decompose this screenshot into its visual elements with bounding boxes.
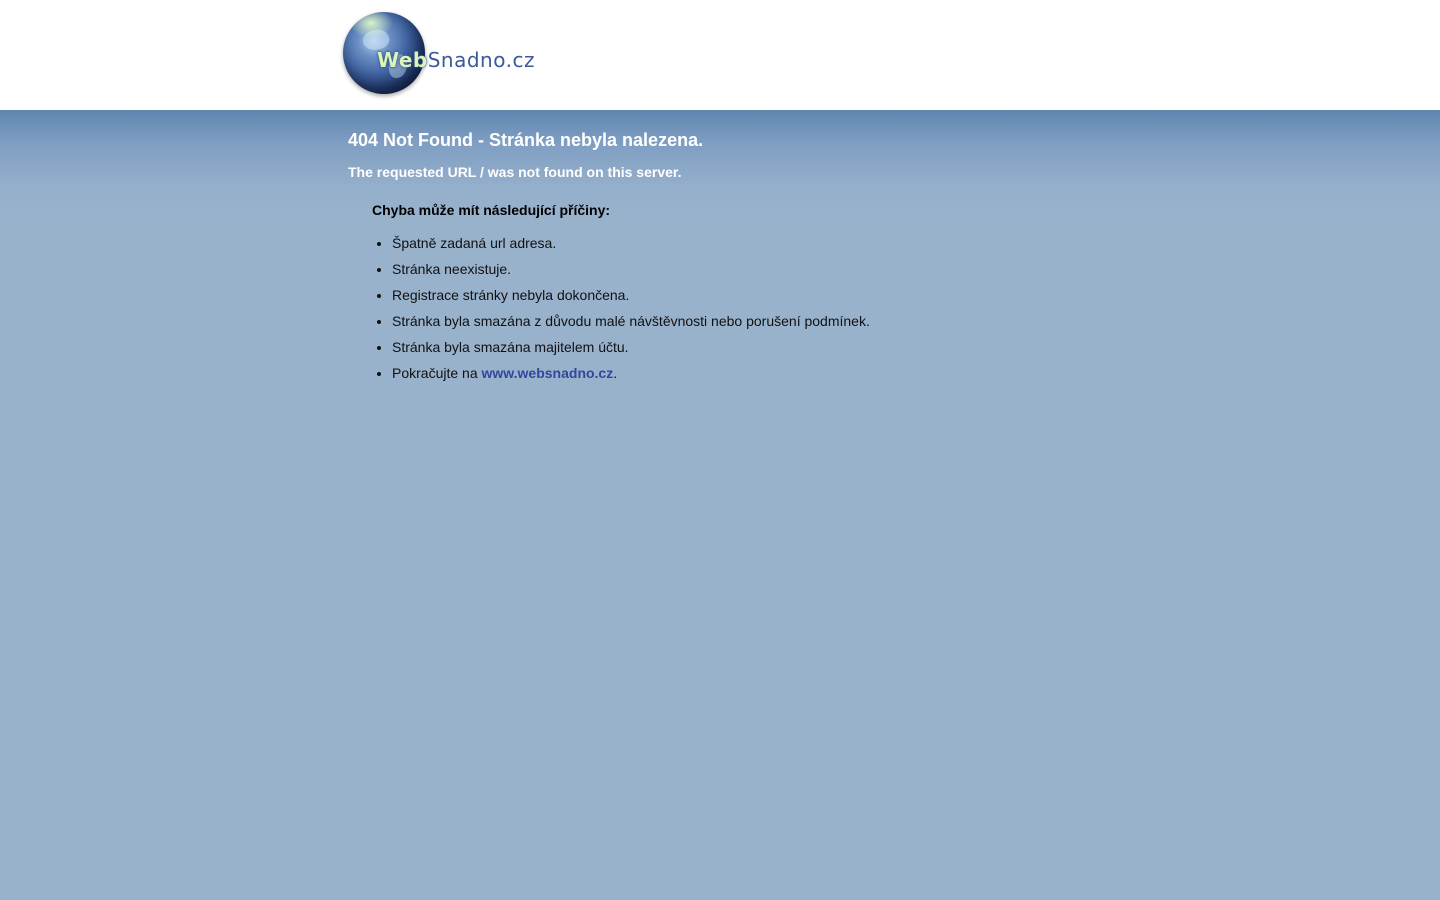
error-content <box>348 128 1248 386</box>
list-item: • Špatně zadaná url adresa. <box>392 230 1248 256</box>
reasons-section <box>372 200 1248 386</box>
error-message: The requested URL / was not found on this server. <box>348 164 682 180</box>
list-item-continue <box>392 360 1248 386</box>
logo-text-snadno: Snadno.cz <box>427 48 535 72</box>
continue-suffix: . <box>613 365 618 381</box>
list-item: • Stránka byla smazána majitelem účtu. <box>392 334 1248 360</box>
list-item: • Stránka byla smazána z důvodu malé návštěvnosti nebo porušení podmínek. <box>392 308 1248 334</box>
logo-text-web: Web <box>377 48 428 72</box>
websnadno-link[interactable]: www.websnadno.cz <box>481 365 614 381</box>
logo-text <box>377 48 535 72</box>
header <box>0 0 1440 110</box>
reasons-heading: Chyba může mít následující příčiny: <box>372 202 611 218</box>
list-item: • Stránka neexistuje. <box>392 256 1248 282</box>
continue-prefix: Pokračujte na <box>392 365 482 381</box>
page-title: 404 Not Found - Stránka nebyla nalezena. <box>348 130 704 150</box>
reasons-list <box>372 230 1248 386</box>
logo[interactable] <box>341 8 541 100</box>
list-item: • Registrace stránky nebyla dokončena. <box>392 282 1248 308</box>
